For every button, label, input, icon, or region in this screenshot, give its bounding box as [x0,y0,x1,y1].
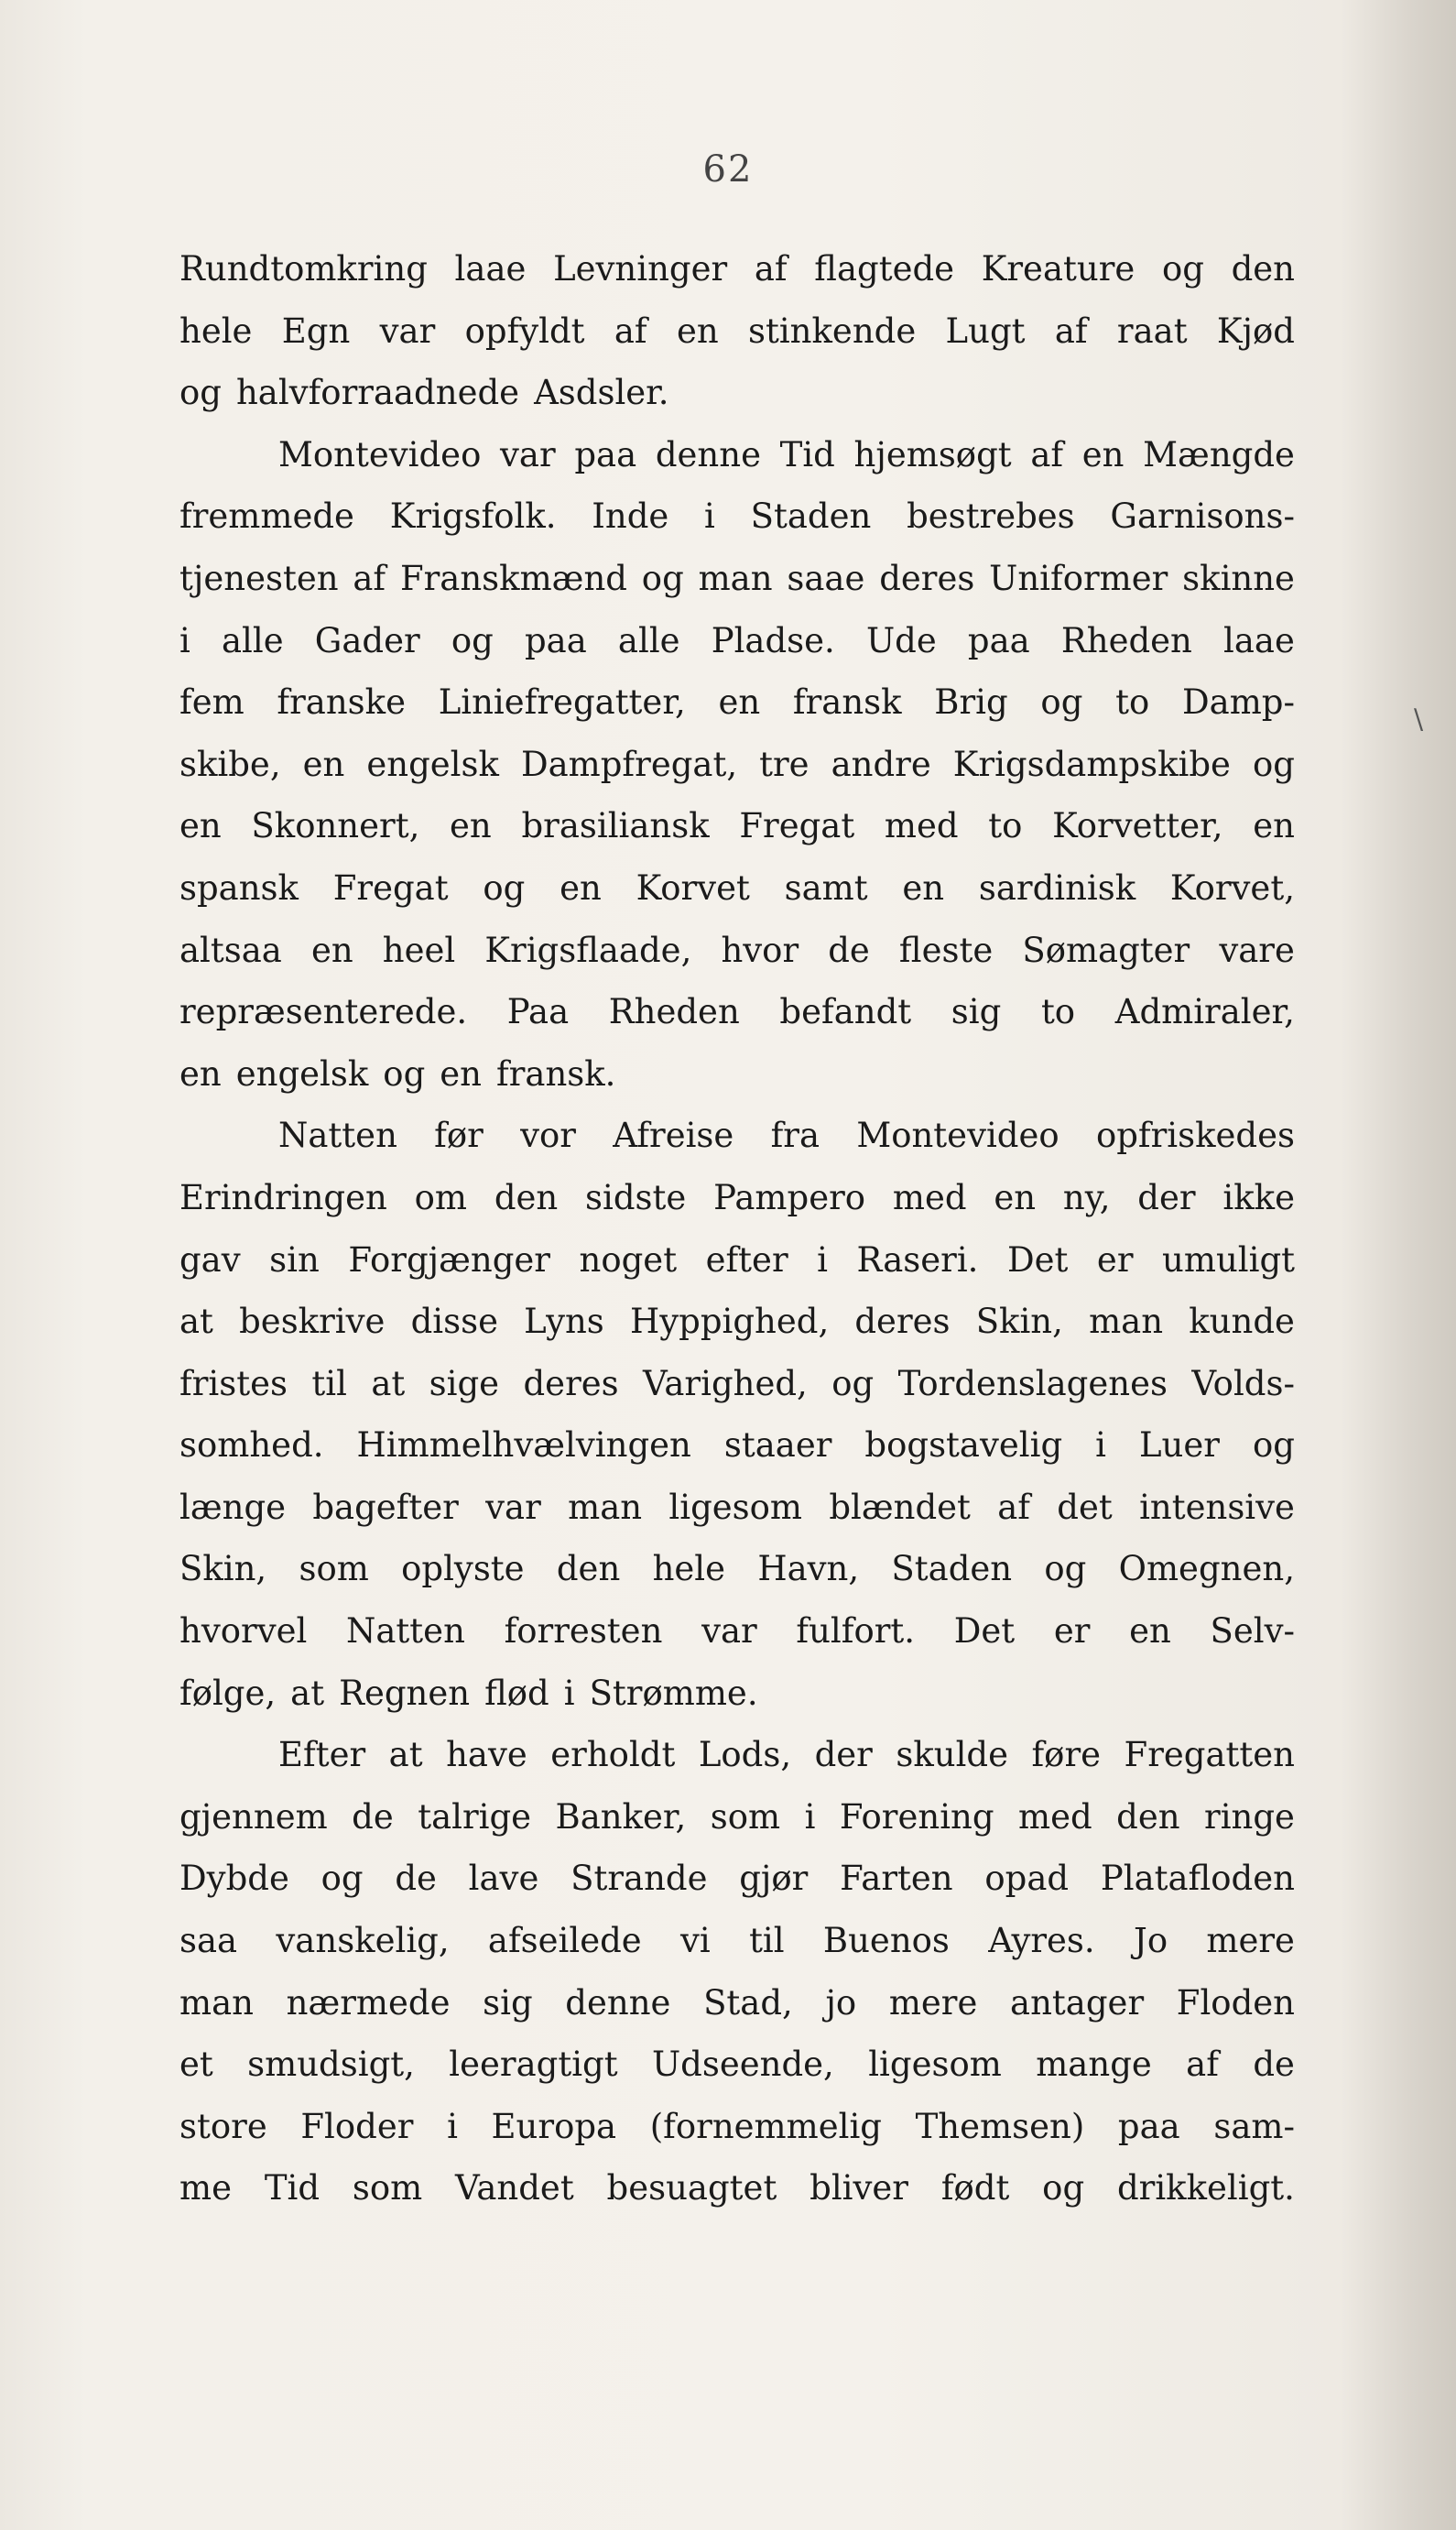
text-line: Rundtomkring laae Levninger af flagtede Kreature og den [179,249,1295,289]
text-line: fremmede Krigsfolk. Inde i Staden bestrebes Garnisons- [179,496,1295,537]
body-text [179,238,1295,2219]
text-line: somhed. Himmelhvælvingen staaer bogstavelig i Luer og [179,1425,1295,1466]
text-line: Montevideo var paa denne Tid hjemsøgt af en Mængde [278,434,1295,474]
text-line: og halvforraadnede Asdsler. [179,373,669,413]
text-line: Natten før vor Afreise fra Montevideo opfriskedes [278,1116,1295,1156]
text-line: i alle Gader og paa alle Pladse. Ude paa Rheden laae [179,620,1295,660]
text-line: tjenesten af Franskmænd og man saae deres Uniformer skinne [179,558,1295,598]
text-line: en Skonnert, en brasiliansk Fregat med to Korvetter, en [179,806,1295,846]
text-line: repræsenterede. Paa Rheden befandt sig to Admiraler, [179,992,1295,1032]
page-number: 62 [702,148,754,191]
text-line: længe bagefter var man ligesom blændet af det intensive [179,1487,1295,1527]
text-line: fristes til at sige deres Varighed, og Tordenslagenes Volds- [179,1363,1295,1403]
text-line: Dybde og de lave Strande gjør Farten opad Platafloden [179,1859,1295,1899]
text-line: me Tid som Vandet besuagtet bliver født og drikkeligt. [179,2168,1295,2208]
text-line: at beskrive disse Lyns Hyppighed, deres Skin, man kunde [179,1302,1295,1342]
text-line: hele Egn var opfyldt af en stinkende Lugt af raat Kjød [179,311,1295,351]
text-line: følge, at Regnen flød i Strømme. [179,1673,758,1713]
text-line: Erindringen om den sidste Pampero med en ny, der ikke [179,1177,1295,1217]
text-line: hvorvel Natten forresten var fulfort. Det er en Selv- [179,1611,1295,1652]
text-line: saa vanskelig, afseilede vi til Buenos Ayres. Jo mere [179,1921,1295,1961]
text-line: et smudsigt, leeragtigt Udseende, ligesom mange af de [179,2045,1295,2085]
text-line: gjennem de talrige Banker, som i Forening med den ringe [179,1796,1295,1837]
text-line: altsaa en heel Krigsflaade, hvor de fleste Sømagter vare [179,930,1295,970]
text-line: man nærmede sig denne Stad, jo mere antager Floden [179,1982,1295,2023]
text-line: fem franske Liniefregatter, en fransk Brig og to Damp- [179,682,1295,723]
text-line: Efter at have erholdt Lods, der skulde føre Fregatten [278,1735,1295,1775]
margin-mark: \ [1414,703,1424,736]
text-line: gav sin Forgjænger noget efter i Raseri. Det er umuligt [179,1239,1295,1280]
text-line: skibe, en engelsk Dampfregat, tre andre Krigsdampskibe og [179,744,1295,784]
text-line: spansk Fregat og en Korvet samt en sardinisk Korvet, [179,867,1295,908]
text-line: Skin, som oplyste den hele Havn, Staden og Omegnen, [179,1549,1295,1589]
text-line: en engelsk og en fransk. [179,1053,616,1094]
text-line: store Floder i Europa (fornemmelig Themsen) paa sam- [179,2106,1295,2146]
